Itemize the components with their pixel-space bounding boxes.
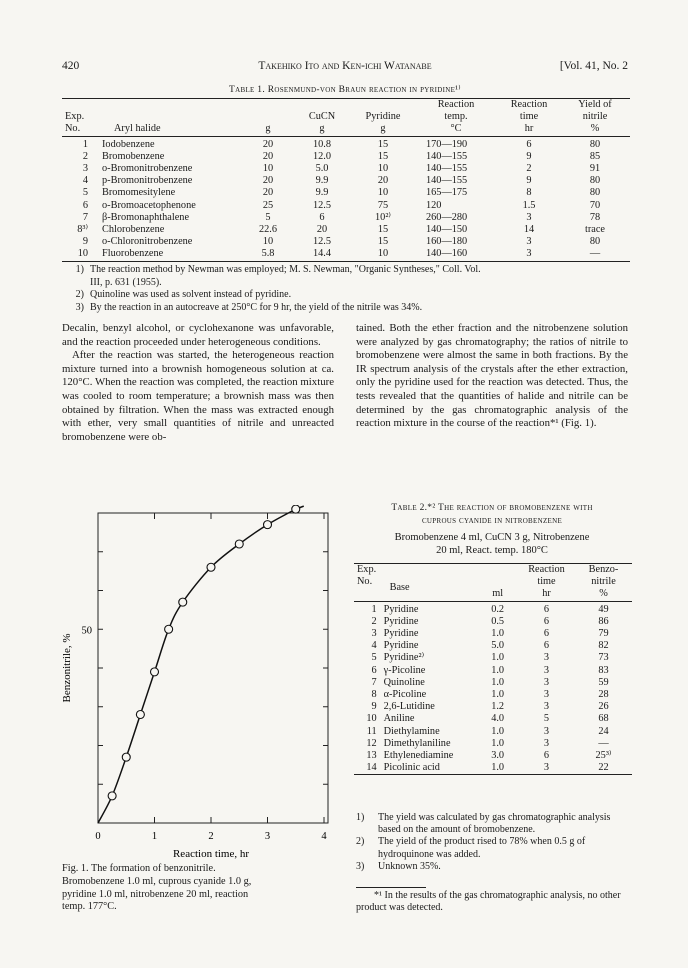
series-line: [98, 509, 296, 823]
table-cell: 79: [598, 628, 609, 640]
table-cell: 78: [589, 211, 601, 223]
table-cell: 140—155: [426, 175, 468, 187]
data-point: [292, 505, 300, 513]
y-tick-label: 50: [81, 625, 92, 637]
table-cell: 9: [82, 236, 88, 248]
table-cell: 5.8: [261, 248, 275, 260]
table-cell: 73: [598, 652, 609, 664]
table2-conditions: [356, 531, 628, 557]
data-point: [122, 753, 130, 761]
table-cell: 6: [526, 138, 532, 150]
table-row: [62, 200, 630, 212]
table-cell: 68: [598, 713, 609, 725]
table-row: [62, 236, 630, 248]
table-cell: 20: [262, 187, 274, 199]
table-row: [62, 136, 630, 151]
table-cell: 4.0: [491, 713, 505, 725]
table-cell: 170—190: [426, 138, 468, 150]
table-cell: 25: [262, 199, 274, 211]
table-cell: 10: [77, 248, 88, 260]
table-cell: 11: [366, 725, 377, 737]
table-row: [62, 224, 630, 236]
table-cell: 1.2: [491, 701, 505, 713]
table-cell: 14.4: [312, 248, 332, 260]
table-note: [356, 861, 630, 873]
table-cell: 3: [543, 689, 550, 701]
table-cell: 9.9: [315, 187, 329, 199]
table-cell: 2: [371, 615, 377, 627]
table-cell: 15: [377, 236, 389, 248]
table-row: [354, 652, 632, 664]
table-cell: 59: [598, 676, 609, 688]
table-cell: 28: [598, 689, 609, 701]
header-row: [354, 564, 632, 602]
table-cell: 85: [589, 150, 601, 162]
y-axis-label: Benzonitrile, %: [61, 633, 73, 703]
caption-title: Fig. 1. The formation of benzonitrile.: [62, 863, 216, 874]
table-cell: 3: [543, 676, 550, 688]
table-cell: 15: [377, 150, 389, 162]
left-column-text: [62, 322, 334, 444]
table-cell: 5.0: [491, 640, 505, 652]
table-cell: 2: [526, 163, 532, 175]
table1-notes: [62, 264, 632, 314]
table-cell: 80: [589, 236, 601, 248]
col-ml-header: ml: [492, 588, 504, 600]
table-cell: Aniline: [383, 713, 415, 725]
table-cell: Pyridine: [383, 615, 419, 627]
table-cell: 22: [598, 762, 609, 774]
table-cell: Chlorobenzene: [102, 224, 165, 236]
table-cell: o-Chloronitrobenzene: [102, 236, 193, 248]
col-yield-header: Benzo- nitrile %: [588, 564, 619, 600]
note-marker: 1): [75, 264, 84, 275]
right-column-text: [356, 322, 628, 431]
table-row: [62, 151, 630, 163]
note-marker: [62, 277, 90, 290]
table-cell: 6: [543, 628, 550, 640]
table-cell: Dimethylaniline: [383, 737, 451, 749]
table2-body: [354, 601, 632, 775]
footnote: *¹ In the results of the gas chromatographic analysis, no other product was detected.: [356, 890, 621, 914]
table-cell: 8³⁾: [77, 224, 88, 236]
table-cell: Diethylamine: [383, 725, 440, 737]
table-cell: 3: [82, 163, 88, 175]
table-cell: 1.5: [522, 199, 536, 211]
note-text: The yield of the product rised to 78% when 0.5 g of hydroquinone was added.: [378, 836, 586, 860]
table-cell: 5.0: [315, 163, 329, 175]
col-temp-header: Reaction temp. °C: [437, 99, 475, 135]
table-cell: α-Picoline: [383, 689, 427, 701]
table2-header: [354, 564, 632, 602]
table-cell: γ-Picoline: [383, 664, 426, 676]
table-cell: Fluorobenzene: [102, 248, 164, 260]
note-text: By the reaction in an autocreave at 250°C for 9 hr, the yield of the nitrile was 34%.: [90, 301, 423, 313]
paragraph: tained. Both the ether fraction and the nitrobenzene solution were analyzed by gas chromatography; the ratios of nitrile to bromobenzene were almost the same in both fractions. By the IR spectrum analysis of the crystals after the ether extraction, only the pyridine used for the reaction was detected. Thus, the tests revealed that the quantities of halide and nitrile can be determined by the gas chromatographic analysis of the reaction mixture in the course of the reaction*¹ (Fig. 1).: [356, 322, 628, 430]
table-cell: 3: [543, 762, 550, 774]
table-row: [62, 187, 630, 199]
table-cell: o-Bromoacetophenone: [102, 199, 196, 211]
table1-title: Table 1. Rosenmund-von Braun reaction in pyridine¹⁾: [229, 85, 461, 95]
table-cell: 9.9: [315, 175, 329, 187]
table1-body: [62, 136, 630, 261]
table-note: [356, 812, 630, 836]
table-cell: 140—155: [426, 163, 468, 175]
table-note: [356, 836, 630, 860]
table-cell: 25³⁾: [595, 750, 612, 762]
x-tick-label: 2: [208, 831, 214, 842]
condition-line: Bromobenzene 4 ml, CuCN 3 g, Nitrobenzene: [394, 532, 590, 543]
table-cell: 6: [371, 664, 377, 676]
caption-line: pyridine 1.0 ml, nitrobenzene 20 ml, reaction: [62, 888, 249, 900]
paragraph: After the reaction was started, the heterogeneous reaction mixture turned into a brownish homogeneous solution at ca. 120°C. When the reaction was completed, the reaction mixture was cooled to room temperature; a brownish mass was then obtained by filtration. When the mass was extracted enough with ether, very small quantities of nitrile and unreacted bromobenzene were ob-: [62, 349, 334, 443]
table-cell: 10.8: [312, 138, 332, 150]
table2: [354, 563, 632, 775]
table-cell: 1: [371, 603, 377, 615]
table-row: [354, 762, 632, 775]
x-tick-label: 0: [95, 831, 101, 842]
note-text: III, p. 631 (1955).: [90, 276, 162, 288]
footnote-rule: [356, 887, 426, 888]
table-cell: 20: [316, 224, 328, 236]
table-cell: 6: [82, 199, 88, 211]
col-pyridine-header: Pyridine g: [365, 111, 401, 135]
table-row: [354, 677, 632, 689]
table-cell: 15: [377, 224, 389, 236]
table-cell: 5: [265, 211, 271, 223]
table-row: [62, 212, 630, 224]
table-cell: Picolinic acid: [383, 762, 440, 774]
data-point: [151, 668, 159, 676]
table-cell: 3: [526, 211, 532, 223]
x-tick-label: 4: [321, 831, 327, 842]
data-point: [108, 792, 116, 800]
table-row: [354, 640, 632, 652]
condition-line: 20 ml, React. temp. 180°C: [436, 545, 548, 556]
table-note: [62, 289, 632, 302]
table-cell: 3: [543, 701, 550, 713]
table-cell: 10: [377, 163, 389, 175]
table-cell: trace: [584, 224, 605, 236]
plot-frame: [98, 513, 328, 823]
table-cell: 86: [598, 615, 609, 627]
table-cell: 6: [543, 640, 550, 652]
table-cell: 140—155: [426, 150, 468, 162]
table-cell: 91: [589, 163, 601, 175]
table-cell: 5: [543, 713, 550, 725]
table1: [62, 98, 630, 262]
table-cell: Bromomesitylene: [102, 187, 176, 199]
note-marker: 3): [356, 860, 365, 872]
table-cell: 3.0: [491, 750, 505, 762]
caption-line: Bromobenzene 1.0 ml, cuprous cyanide 1.0 g,: [62, 875, 252, 887]
table-cell: —: [589, 248, 601, 260]
table-cell: 70: [589, 199, 601, 211]
paragraph: Decalin, benzyl alcohol, or cyclohexanone was unfavorable, and the reaction proceeded under heterogeneous conditions.: [62, 322, 334, 348]
table-cell: 80: [589, 175, 601, 187]
table-cell: o-Bromonitrobenzene: [102, 163, 193, 175]
table-cell: Quinoline: [383, 676, 425, 688]
table-cell: 14: [523, 224, 535, 236]
table-cell: 10: [262, 236, 274, 248]
volume-info: [Vol. 41, No. 2: [559, 60, 628, 72]
table-cell: 6: [543, 603, 550, 615]
table-cell: 1.0: [491, 664, 505, 676]
table-cell: 15: [377, 138, 389, 150]
table-cell: 10: [377, 248, 389, 260]
table-cell: 1.0: [491, 652, 505, 664]
table-cell: 26: [598, 701, 609, 713]
x-axis-label: Reaction time, hr: [172, 848, 250, 860]
table2-title-line2: cuprous cyanide in nitrobenzene: [421, 516, 563, 526]
table-row: [354, 713, 632, 725]
table-row: [62, 175, 630, 187]
table-cell: 9: [526, 150, 532, 162]
table-row: [354, 616, 632, 628]
table-cell: 140—150: [426, 224, 468, 236]
table-row: [354, 738, 632, 750]
table-cell: 20: [262, 138, 274, 150]
col-exp-header: Exp. No.: [65, 111, 85, 135]
table-row: [354, 665, 632, 677]
table-cell: 75: [377, 199, 389, 211]
table-cell: Pyridine: [383, 640, 419, 652]
table-cell: 3: [526, 236, 532, 248]
table-cell: 13: [366, 750, 377, 762]
table-cell: 12.0: [312, 150, 332, 162]
table-cell: Iodobenzene: [102, 138, 155, 150]
table-cell: 83: [598, 664, 609, 676]
table-cell: 14: [366, 762, 377, 774]
table-row: [354, 701, 632, 713]
col-exp-header: Exp. No.: [357, 564, 377, 588]
table-note: [62, 264, 632, 277]
table-cell: 20: [377, 175, 389, 187]
data-point: [165, 625, 173, 633]
table-cell: 5: [371, 652, 377, 664]
table-cell: 4: [371, 640, 377, 652]
table-cell: 20: [262, 150, 274, 162]
table-cell: 9: [371, 701, 377, 713]
x-tick-label: 3: [264, 831, 271, 842]
table-note: [62, 302, 632, 315]
note-marker: 3): [75, 301, 84, 313]
table-cell: p-Bromonitrobenzene: [102, 175, 193, 187]
table-cell: 10: [377, 187, 389, 199]
table-cell: 80: [589, 138, 601, 150]
figure1-chart: [60, 505, 345, 865]
table-cell: Pyridine: [383, 628, 419, 640]
table-cell: 80: [589, 187, 601, 199]
table-cell: 140—160: [426, 248, 468, 260]
table-cell: 9: [526, 175, 532, 187]
col-aryl-header: Aryl halide: [114, 123, 161, 135]
table-cell: 120: [426, 199, 442, 211]
table-cell: 3: [543, 725, 550, 737]
table-cell: 6: [543, 750, 550, 762]
page-number: 420: [62, 60, 80, 72]
table2-title: Table 2.*² The reaction of bromobenzene with: [391, 503, 593, 513]
col-base-header: Base: [389, 582, 410, 594]
caption-line: temp. 177°C.: [62, 901, 117, 913]
table-cell: 6: [543, 615, 550, 627]
x-tick-label: 1: [151, 831, 158, 842]
table-row: [354, 628, 632, 640]
table-cell: 160—180: [426, 236, 468, 248]
table-cell: 3: [371, 628, 377, 640]
table-cell: 4: [82, 175, 88, 187]
table-cell: 2,6-Lutidine: [383, 701, 435, 713]
table-cell: 1.0: [491, 689, 505, 701]
table-row: [62, 248, 630, 261]
table-row: [354, 726, 632, 738]
table-cell: Pyridine: [383, 603, 419, 615]
table-cell: 10²⁾: [375, 211, 391, 223]
table-cell: 8: [526, 187, 532, 199]
table-cell: 7: [371, 676, 377, 688]
table-cell: 3: [543, 737, 550, 749]
data-point: [264, 521, 272, 529]
data-point: [136, 711, 144, 719]
table-cell: 8: [371, 689, 377, 701]
table-cell: 1.0: [491, 725, 505, 737]
note-marker: 1): [356, 812, 365, 823]
figure1-caption: [62, 863, 334, 914]
col-time-header: Reaction time hr: [510, 99, 548, 135]
table-row: [62, 163, 630, 175]
data-point: [235, 540, 243, 548]
table-cell: Bromobenzene: [102, 150, 165, 162]
table-cell: 3: [526, 248, 532, 260]
col-cucn-header: CuCN g: [308, 111, 336, 135]
note-marker: 2): [356, 836, 365, 848]
table-note: [62, 277, 632, 290]
table-cell: 260—280: [426, 211, 468, 223]
table2-notes: [356, 812, 630, 873]
table-cell: 165—175: [426, 187, 468, 199]
table1-header: [62, 99, 630, 137]
table-cell: 12: [366, 737, 377, 749]
data-point: [179, 598, 187, 606]
table-cell: 7: [82, 211, 88, 223]
note-text: Unknown 35%.: [378, 860, 441, 872]
col-time-header: Reaction time hr: [528, 564, 565, 600]
note-text: The yield was calculated by gas chromatographic analysis based on the amount of bromobenzene.: [378, 812, 611, 836]
header-row: [62, 99, 630, 137]
table-cell: 82: [598, 640, 609, 652]
table-cell: 10: [366, 713, 377, 725]
col-aryl-g-header: g: [265, 123, 271, 135]
table-cell: 5: [82, 187, 88, 199]
table-cell: Ethylenediamine: [383, 750, 454, 762]
table-cell: 12.5: [312, 236, 332, 248]
table-cell: 6: [319, 211, 325, 223]
table-cell: Pyridine²⁾: [383, 652, 425, 664]
table-cell: 1.0: [491, 762, 505, 774]
running-title: Takehiko Ito and Ken-ichi Watanabe: [258, 60, 432, 72]
table-cell: 10: [262, 163, 274, 175]
table-cell: —: [598, 737, 609, 749]
table-cell: 49: [598, 603, 609, 615]
table-cell: 1: [82, 138, 88, 150]
table-row: [354, 601, 632, 616]
table-row: [354, 689, 632, 701]
table-cell: 24: [598, 725, 609, 737]
table-cell: 1.0: [491, 676, 505, 688]
table-cell: 0.5: [491, 615, 505, 627]
table-cell: 0.2: [491, 603, 505, 615]
table-cell: 1.0: [491, 737, 505, 749]
table-cell: 2: [82, 150, 88, 162]
note-text: The reaction method by Newman was employed; M. S. Newman, "Organic Syntheses," Coll. Vol.: [90, 264, 481, 275]
table-cell: β-Bromonaphthalene: [102, 211, 190, 223]
table-cell: 3: [543, 664, 550, 676]
note-text: Quinoline was used as solvent instead of pyridine.: [90, 289, 292, 300]
table-cell: 3: [543, 652, 550, 664]
table-cell: 20: [262, 175, 274, 187]
data-point: [207, 563, 215, 571]
note-marker: 2): [75, 289, 84, 300]
table-cell: 12.5: [312, 199, 332, 211]
table-cell: 1.0: [491, 628, 505, 640]
table-cell: 22.6: [258, 224, 278, 236]
col-yield-header: Yield of nitrile %: [578, 99, 612, 135]
table-row: [354, 750, 632, 762]
